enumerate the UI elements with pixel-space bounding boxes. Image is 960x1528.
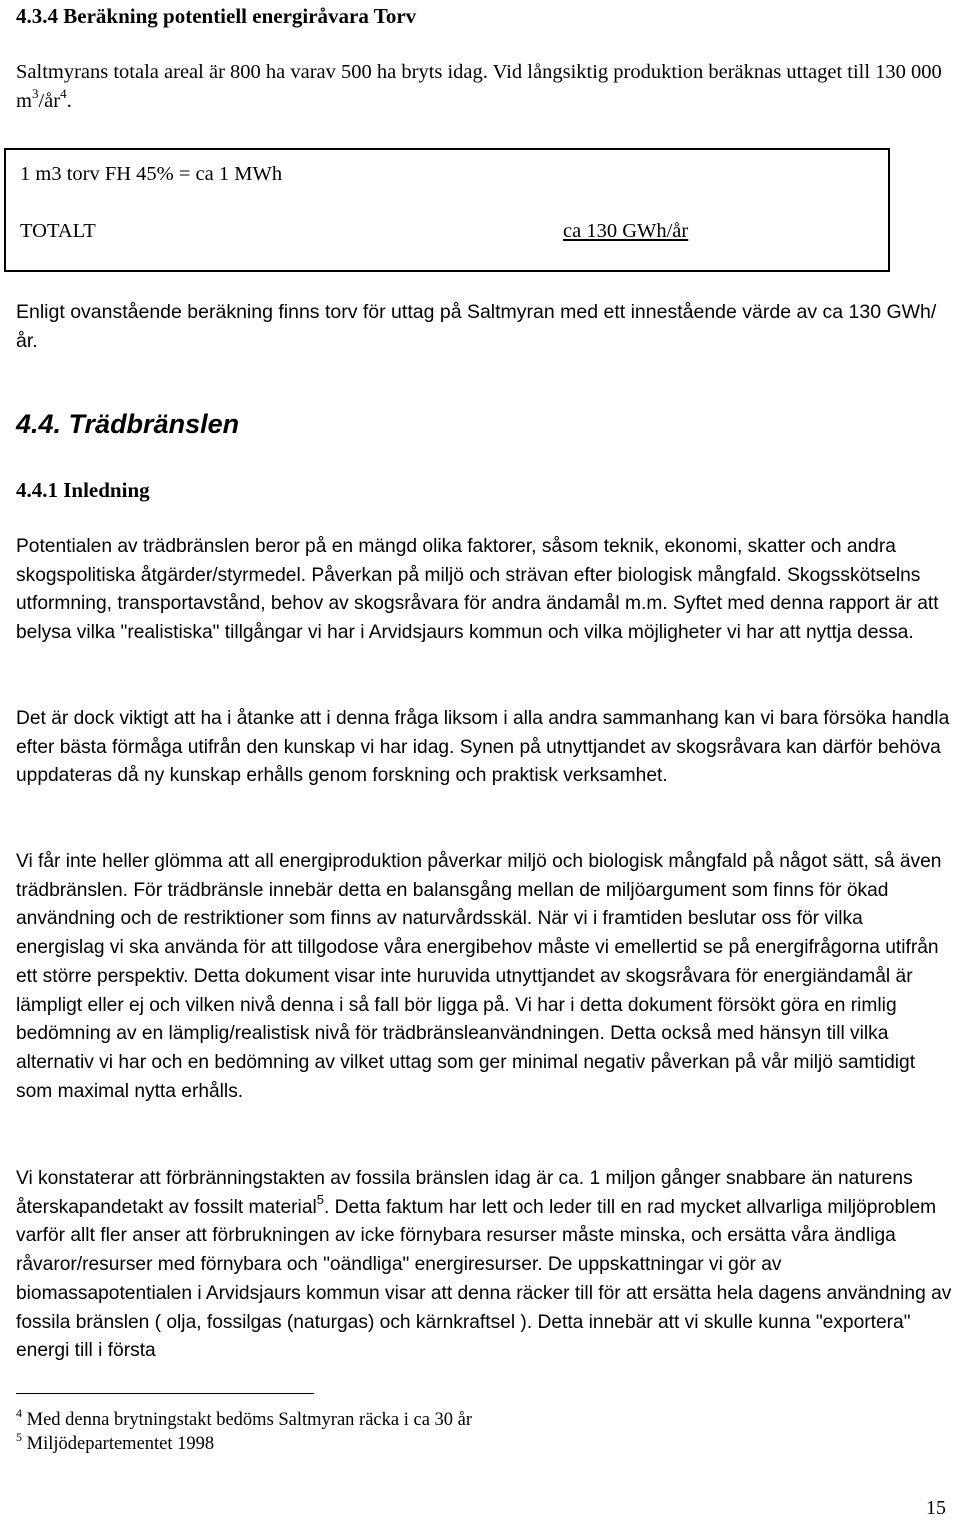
paragraph-2: Det är dock viktigt att ha i åtanke att i denna fråga liksom i alla andra sammanhang kan vi bara försöka handla efter bästa förmåga utifrån den kunskap vi har idag. Synen på utnyttjandet av skogsråvara kan därför behöva uppdateras då ny kunskap erhålls genom forskning och praktisk verksamhet.	[16, 708, 950, 787]
section-heading-4-4-1: 4.4.1 Inledning	[16, 478, 150, 502]
paragraph-1: Potentialen av trädbränslen beror på en mängd olika faktorer, såsom teknik, ekonomi, skatter och andra skogspolitiska åtgärder/styrmedel. Påverkan på miljö och strävan efter biologisk mångfald. Skogsskötselns utformning, transportavstånd, behov av skogsråvara för andra ändamål m.m. Syftet med denna rapport är att belysa vilka "realistiska" tillgångar vi har i Arvidsjaurs kommun och vilka möjligheter vi har att nyttja dessa.	[16, 536, 939, 644]
box-total-value: ca 130 GWh/år	[563, 220, 689, 242]
box-total-label: TOTALT	[20, 220, 96, 242]
footnote-ref-4: 4	[60, 85, 67, 101]
intro-paragraph: Saltmyrans totala areal är 800 ha varav 500 ha bryts idag. Vid långsiktig produktion beräknas uttaget till 130 000 $m^3/år^4$.	[16, 61, 942, 112]
footnote-divider	[16, 1393, 314, 1394]
section-heading-4-3-4: 4.3.4 Beräkning potentiell energiråvara Torv	[16, 4, 417, 28]
footnote-4: $^4$ Med denna brytningstakt bedöms Saltmyran räcka i ca 30 år	[16, 1406, 473, 1430]
footnote-ref-5: 5	[316, 1191, 324, 1207]
calculation-box	[4, 148, 890, 272]
paragraph-4: Vi konstaterar att förbränningstakten av fossila bränslen idag är ca. 1 miljon gånger snabbare än naturens återskapandetakt av fossilt material$^5$. Detta faktum har lett och leder till en rad mycket allvarliga miljöproblem varför allt fler anser att förbrukningen av icke förnybara resurser måste minska, och ersätta våra ändliga råvaror/resurser med förnybara och "oändliga" energiresurser. De uppskattningar vi gör av biomassapotentialen i Arvidsjaurs kommun visar att denna räcker till för att ersätta hela dagens användning av fossila bränslen ( olja, fossilgas (naturgas) och kärnkraftsel ). Detta innebär att vi skulle kunna "exportera" energi till i första	[16, 1168, 952, 1362]
summary-paragraph: Enligt ovanstående beräkning finns torv för uttag på Saltmyran med ett innestående värde av ca 130 GWh/år.	[16, 301, 937, 352]
footnote-5: $^5$ Miljödepartementet 1998	[16, 1430, 215, 1454]
superscript-3: 3	[31, 85, 39, 101]
box-conversion-line: 1 m3 torv FH 45% = ca 1 MWh	[20, 163, 283, 185]
paragraph-3: Vi får inte heller glömma att all energiproduktion påverkar miljö och biologisk mångfald på något sätt, så även trädbränslen. För trädbränsle innebär detta en balansgång mellan de miljöargument som finns för ökad användning och de restriktioner som finns av naturvårdsskäl. När vi i framtiden beslutar oss för vilka energislag vi ska använda för att tillgodose våra energibehov måste vi emellertid se på energifrågorna utifrån ett större perspektiv. Detta dokument visar inte huruvida utnyttjandet av skogsråvara för energiändamål är lämpligt eller ej och vilken nivå denna i så fall bör ligga på. Vi har i detta dokument försökt göra en rimlig bedömning av en lämplig/realistisk nivå för trädbränsleanvändningen. Detta också med hänsyn till vilka alternativ vi har och en bedömning av vilket uttag som ger minimal negativ påverkan på vår miljö samtidigt som maximal nytta erhålls.	[16, 851, 942, 1102]
section-heading-4-4: 4.4. Trädbränslen	[16, 409, 240, 439]
page-number: 15	[926, 1497, 946, 1519]
